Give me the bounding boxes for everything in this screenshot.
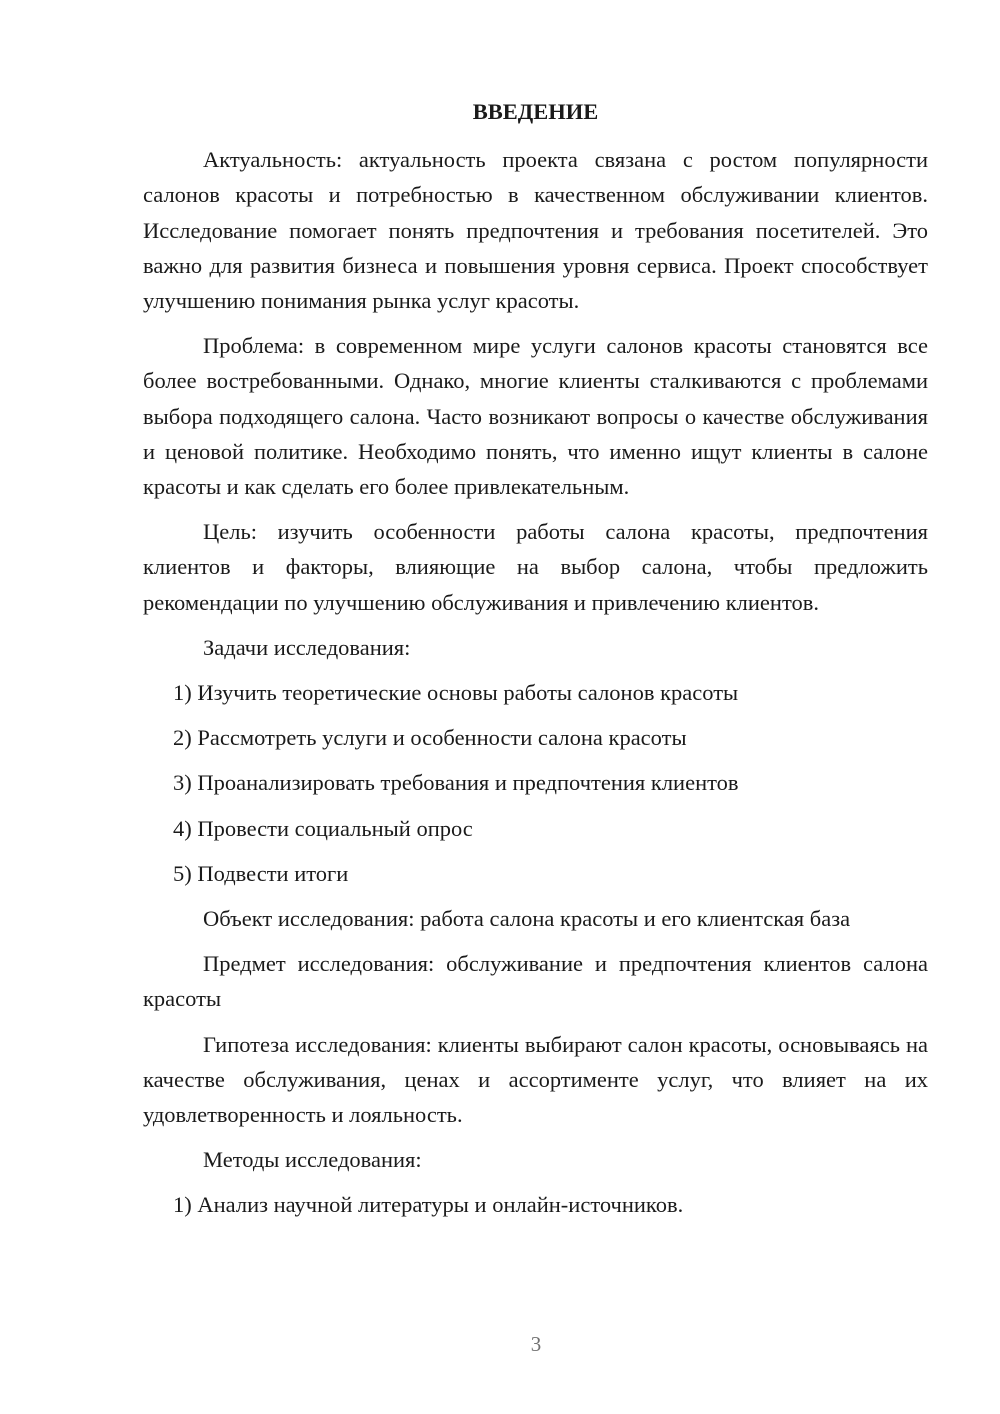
task-item: 3) Проанализировать требования и предпочтения клиентов xyxy=(173,770,739,796)
method-item: 1) Анализ научной литературы и онлайн-источников. xyxy=(173,1192,684,1218)
task-item: 5) Подвести итоги xyxy=(173,860,349,886)
problem-paragraph: Проблема: в современном мире услуги салонов красоты становятся все более востребованными. Однако, многие клиенты сталкиваются с проблемами выбора подходящего салона. Часто возникают вопросы о качестве обслуживания и ценовой политике. Необходимо понять, что именно ищут клиенты в салоне красоты и как сделать его более привлекательным. xyxy=(143,333,928,500)
research-hypothesis: Гипотеза исследования: клиенты выбирают салон красоты, основываясь на качестве обслуживания, ценах и ассортименте услуг, что влияет на их удовлетворенность и лояльность. xyxy=(143,1031,928,1128)
page-number: 3 xyxy=(530,1332,542,1356)
methods-list xyxy=(143,1187,928,1222)
goal-paragraph: Цель: изучить особенности работы салона красоты, предпочтения клиентов и факторы, влияющие на выбор салона, чтобы предложить рекомендации по улучшению обслуживания и привлечению клиентов. xyxy=(143,519,928,615)
task-item: 4) Провести социальный опрос xyxy=(173,815,473,841)
tasks-list xyxy=(143,675,928,891)
research-object: Объект исследования: работа салона красоты и его клиентская база xyxy=(203,906,851,932)
tasks-heading: Задачи исследования: xyxy=(203,634,411,660)
task-item: 2) Рассмотреть услуги и особенности салона красоты xyxy=(173,725,687,751)
research-subject: Предмет исследования: обслуживание и предпочтения клиентов салона красоты xyxy=(143,951,928,1012)
page-title: ВВЕДЕНИЕ xyxy=(472,99,599,124)
page-content xyxy=(143,94,928,1233)
task-item: 1) Изучить теоретические основы работы салонов красоты xyxy=(173,680,739,706)
methods-heading: Методы исследования: xyxy=(203,1147,422,1173)
relevance-paragraph: Актуальность: актуальность проекта связана с ростом популярности салонов красоты и потребностью в качественном обслуживании клиентов. Исследование помогает понять предпочтения и требования посетителей. Это важно для развития бизнеса и повышения уровня сервиса. Проект способствует улучшению понимания рынка услуг красоты. xyxy=(143,147,928,314)
